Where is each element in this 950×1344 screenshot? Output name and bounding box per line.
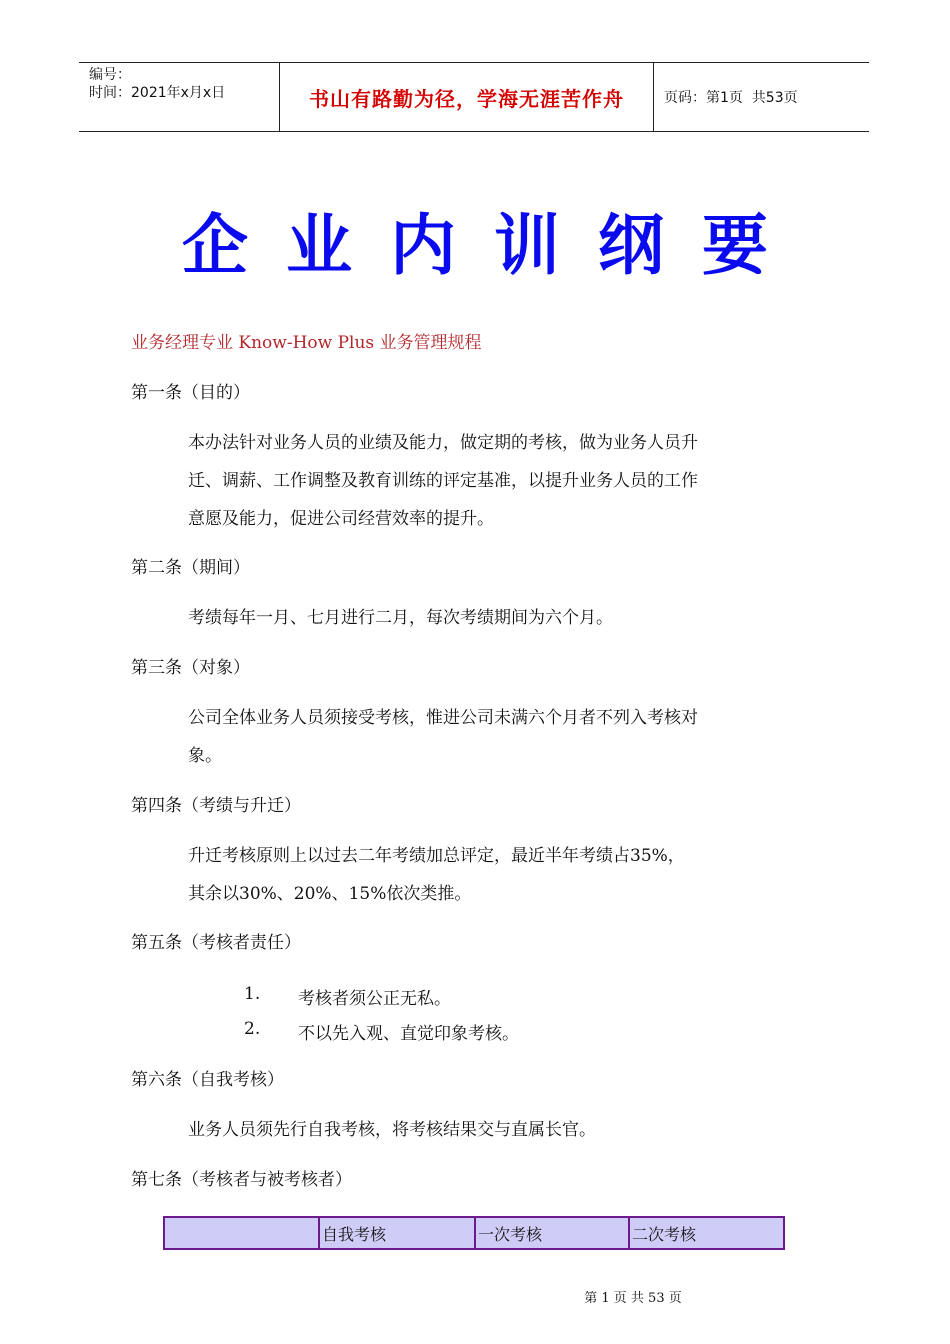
document-subtitle: 业务经理专业 Know-How Plus 业务管理规程 [131, 333, 482, 353]
article-1-heading: 第一条（目的） [131, 383, 250, 403]
article-1-line: 意愿及能力，促进公司经营效率的提升。 [188, 509, 494, 529]
table-header-cell: 二次考核 [632, 1224, 697, 1244]
article-2-heading: 第二条（期间） [131, 558, 250, 578]
article-4-line: 升迁考核原则上以过去二年考绩加总评定，最近半年考绩占35%， [188, 846, 685, 866]
article-1-line: 本办法针对业务人员的业绩及能力，做定期的考核，做为业务人员升 [188, 433, 698, 453]
article-7-heading: 第七条（考核者与被考核者） [131, 1170, 352, 1190]
number-label: 编号： [89, 67, 131, 83]
header-page-info [654, 63, 869, 131]
page-info-text: 页码：第1页 共53页 [664, 90, 798, 106]
document-title: 企业内训纲要 [182, 207, 806, 284]
article-1-line: 迁、调薪、工作调整及教育训练的评定基准，以提升业务人员的工作 [188, 471, 698, 491]
page-footer: 第 1 页 共 53 页 [584, 1291, 682, 1306]
list-item-text: 考核者须公正无私。 [298, 989, 451, 1009]
article-6-line: 业务人员须先行自我考核，将考核结果交与直属长官。 [188, 1120, 596, 1140]
list-item-number: 2. [244, 1019, 261, 1039]
article-4-line: 其余以30%、20%、15%依次类推。 [188, 884, 472, 904]
article-5-heading: 第五条（考核者责任） [131, 933, 301, 953]
table-header-cell: 一次考核 [476, 1218, 630, 1248]
table-header-cell [165, 1218, 320, 1248]
list-item-text: 不以先入观、直觉印象考核。 [298, 1024, 519, 1044]
assessment-table-header [163, 1216, 785, 1250]
article-3-line: 象。 [188, 746, 222, 766]
article-3-heading: 第三条（对象） [131, 658, 250, 678]
article-4-heading: 第四条（考绩与升迁） [131, 796, 301, 816]
time-label: 时间：2021年x月x日 [89, 85, 226, 101]
table-header-cell: 自我考核 [320, 1218, 476, 1248]
article-6-heading: 第六条（自我考核） [131, 1070, 284, 1090]
header-motto: 书山有路勤为径，学海无涯苦作舟 [280, 63, 654, 131]
article-3-line: 公司全体业务人员须接受考核，惟进公司未满六个月者不列入考核对 [188, 708, 698, 728]
article-2-line: 考绩每年一月、七月进行二月，每次考绩期间为六个月。 [188, 608, 613, 628]
list-item-number: 1. [244, 984, 261, 1004]
document-header [79, 62, 869, 132]
header-meta [79, 63, 280, 131]
